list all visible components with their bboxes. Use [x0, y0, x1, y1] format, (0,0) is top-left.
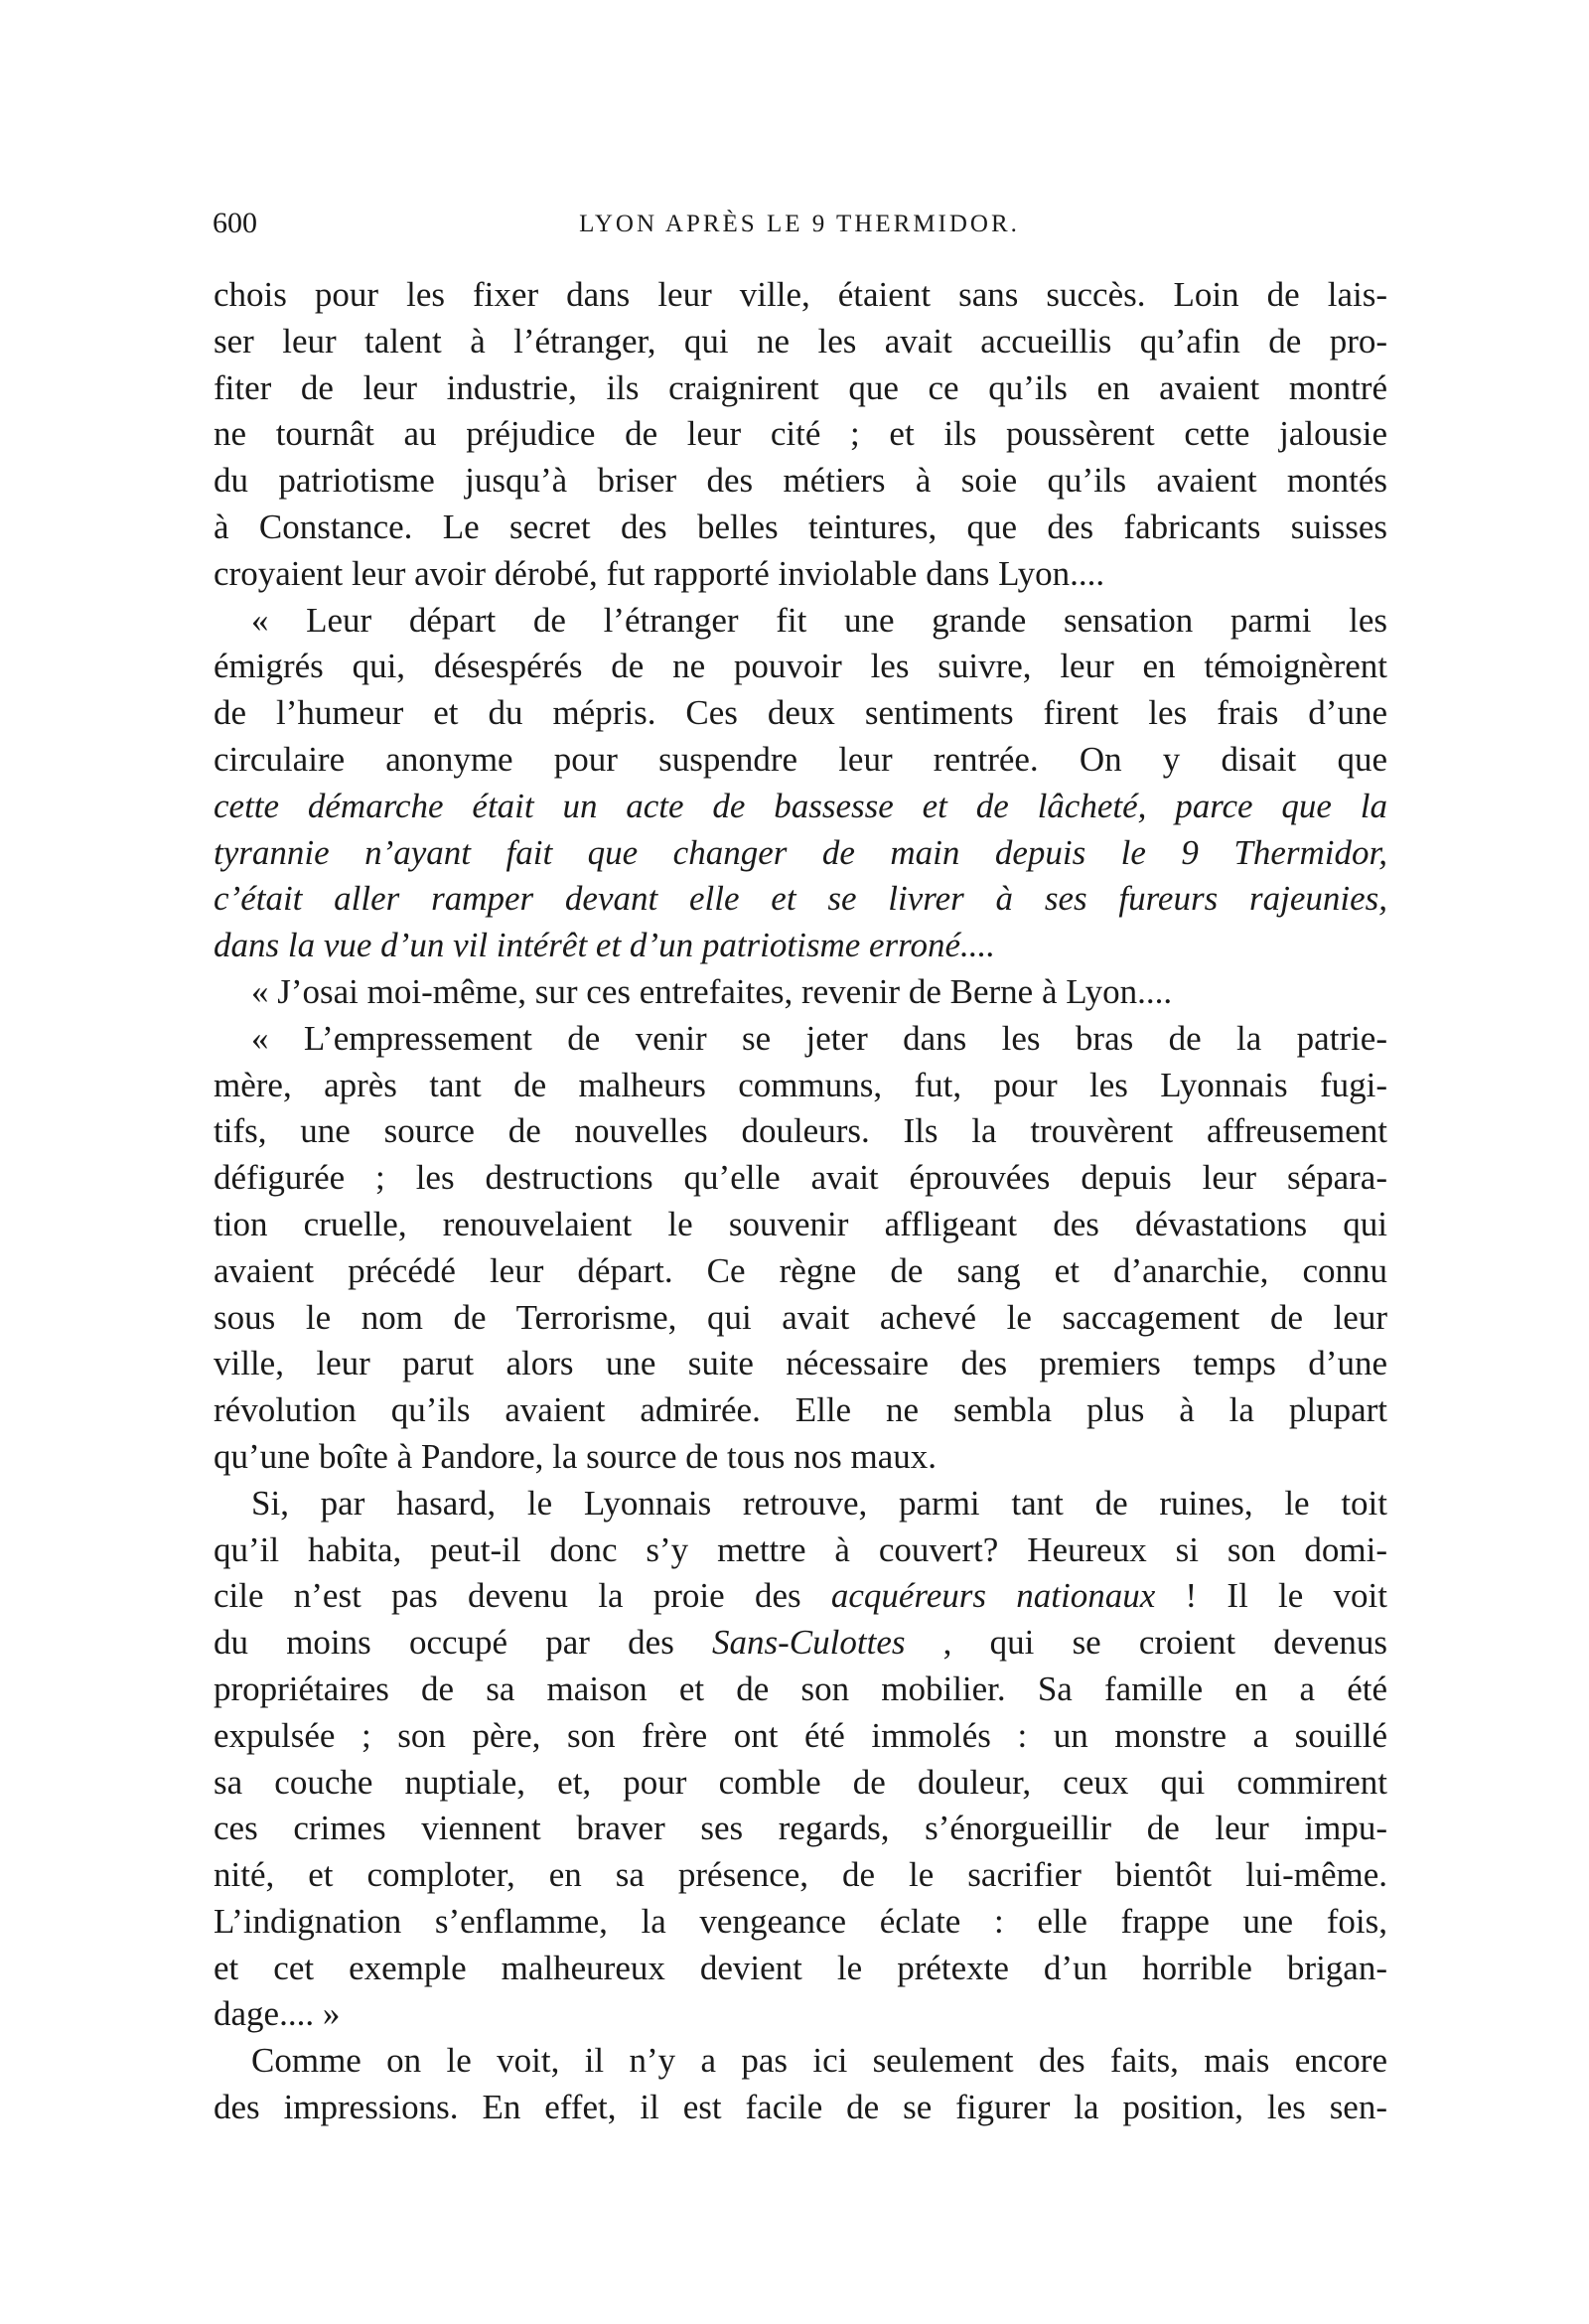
text-segment: « L’empressement de venir se jeter dans les bras de la patrie- — [251, 1018, 1387, 1058]
text-line — [214, 1248, 1387, 1295]
text-line — [214, 1946, 1387, 1992]
text-segment: de l’humeur et du mépris. Ces deux sentiments firent les frais d’une — [214, 693, 1387, 733]
text-line — [214, 1202, 1387, 1248]
text-segment: ser leur talent à l’étranger, qui ne les avait accueillis qu’afin de pro- — [214, 321, 1387, 361]
text-segment: ces crimes viennent braver ses regards, s’énorgueillir de leur impu- — [214, 1809, 1387, 1848]
text-line — [214, 644, 1387, 690]
text-segment: Comme on le voit, il n’y a pas ici seulement des faits, mais encore — [251, 2041, 1387, 2081]
text-segment: révolution qu’ils avaient admirée. Elle ne sembla plus à la plupart — [214, 1390, 1387, 1430]
text-line — [214, 1667, 1387, 1713]
text-line — [214, 272, 1387, 319]
text-segment: ne tournât au préjudice de leur cité ; et ils poussèrent cette jalousie — [214, 414, 1387, 454]
text-line — [214, 1852, 1387, 1899]
text-line — [214, 690, 1387, 737]
page-body-text — [214, 272, 1387, 2131]
text-segment: chois pour les fixer dans leur ville, étaient sans succès. Loin de lais- — [214, 275, 1387, 314]
text-segment: expulsée ; son père, son frère ont été immolés : un monstre a souillé — [214, 1715, 1387, 1755]
text-line — [214, 1016, 1387, 1063]
italic-text: c’était aller ramper devant elle et se livrer à ses fureurs rajeunies, — [214, 879, 1387, 919]
text-segment: « J’osai moi-même, sur ces entrefaites, revenir de Berne à Lyon.... — [251, 971, 1173, 1011]
text-segment: dage.... » — [214, 1994, 341, 2034]
text-segment: , qui se croient devenus — [905, 1623, 1387, 1663]
text-line — [214, 1620, 1387, 1667]
text-line — [214, 505, 1387, 551]
text-segment: fiter de leur industrie, ils craignirent que ce qu’ils en avaient montré — [214, 367, 1387, 407]
text-line — [214, 365, 1387, 412]
italic-text: cette démarche était un acte de bassesse et de lâcheté, parce que la — [214, 786, 1387, 825]
text-line — [214, 2085, 1387, 2131]
text-line — [214, 1527, 1387, 1574]
text-segment: circulaire anonyme pour suspendre leur rentrée. On y disait que — [214, 739, 1387, 779]
text-segment: « Leur départ de l’étranger fit une grande sensation parmi les — [251, 600, 1387, 640]
text-line — [214, 2038, 1387, 2085]
text-line — [214, 830, 1387, 877]
text-line — [214, 458, 1387, 505]
text-line — [214, 1063, 1387, 1109]
text-line — [214, 1108, 1387, 1155]
text-line — [214, 1387, 1387, 1434]
text-segment: et cet exemple malheureux devient le prétexte d’un horrible brigan- — [214, 1948, 1387, 1987]
text-line — [214, 319, 1387, 365]
text-line — [214, 1760, 1387, 1807]
text-line — [214, 411, 1387, 458]
text-line — [214, 1155, 1387, 1202]
text-line — [214, 1481, 1387, 1527]
text-segment: sous le nom de Terrorisme, qui avait achevé le saccagement de leur — [214, 1297, 1387, 1337]
text-segment: cile n’est pas devenu la proie des — [214, 1576, 831, 1616]
text-line — [214, 737, 1387, 784]
text-line — [214, 1295, 1387, 1342]
italic-text: acquéreurs nationaux — [830, 1576, 1156, 1616]
italic-text: dans la vue d’un vil intérêt et d’un patriotisme erroné.... — [214, 926, 996, 965]
text-line — [214, 1341, 1387, 1387]
text-line — [214, 1573, 1387, 1620]
text-segment: qu’il habita, peut-il donc s’y mettre à couvert? Heureux si son domi- — [214, 1529, 1387, 1569]
text-segment: qu’une boîte à Pandore, la source de tous nos maux. — [214, 1436, 938, 1476]
running-title: LYON APRÈS LE 9 THERMIDOR. — [579, 211, 1020, 237]
text-segment: propriétaires de sa maison et de son mobilier. Sa famille en a été — [214, 1669, 1387, 1708]
italic-text: tyrannie n’ayant fait que changer de main depuis le 9 Thermidor, — [214, 832, 1387, 872]
page-number: 600 — [213, 207, 257, 239]
text-segment: du patriotisme jusqu’à briser des métiers à soie qu’ils avaient montés — [214, 461, 1387, 501]
text-line — [214, 598, 1387, 645]
text-line — [214, 1434, 1387, 1481]
text-segment: nité, et comploter, en sa présence, de le sacrifier bientôt lui-même. — [214, 1855, 1387, 1895]
text-line — [214, 1713, 1387, 1760]
text-segment: tifs, une source de nouvelles douleurs. Ils la trouvèrent affreusement — [214, 1111, 1387, 1151]
text-segment: Si, par hasard, le Lyonnais retrouve, parmi tant de ruines, le toit — [251, 1483, 1387, 1523]
text-segment: avaient précédé leur départ. Ce règne de sang et d’anarchie, connu — [214, 1250, 1387, 1290]
text-line — [214, 969, 1387, 1016]
text-segment: du moins occupé par des — [214, 1623, 713, 1663]
text-line — [214, 1806, 1387, 1852]
italic-text: Sans-Culottes — [712, 1623, 906, 1663]
text-line — [214, 1991, 1387, 2038]
text-line — [214, 876, 1387, 923]
text-line — [214, 1899, 1387, 1946]
text-segment: à Constance. Le secret des belles teintures, que des fabricants suisses — [214, 507, 1387, 546]
text-segment: mère, après tant de malheurs communs, fut, pour les Lyonnais fugi- — [214, 1065, 1387, 1104]
text-segment: émigrés qui, désespérés de ne pouvoir les suivre, leur en témoignèrent — [214, 647, 1387, 686]
text-line — [214, 551, 1387, 598]
text-segment: L’indignation s’enflamme, la vengeance éclate : elle frappe une fois, — [214, 1901, 1387, 1941]
text-line — [214, 784, 1387, 830]
text-segment: ville, leur parut alors une suite nécessaire des premiers temps d’une — [214, 1344, 1387, 1383]
text-segment: sa couche nuptiale, et, pour comble de douleur, ceux qui commirent — [214, 1762, 1387, 1802]
text-segment: croyaient leur avoir dérobé, fut rapporté inviolable dans Lyon.... — [214, 553, 1105, 593]
text-segment: ! Il le voit — [1155, 1576, 1388, 1616]
text-segment: tion cruelle, renouvelaient le souvenir affligeant des dévastations qui — [214, 1204, 1387, 1243]
text-segment: des impressions. En effet, il est facile de se figurer la position, les sen- — [214, 2088, 1387, 2127]
text-line — [214, 923, 1387, 969]
text-segment: défigurée ; les destructions qu’elle avait éprouvées depuis leur sépara- — [214, 1158, 1387, 1198]
